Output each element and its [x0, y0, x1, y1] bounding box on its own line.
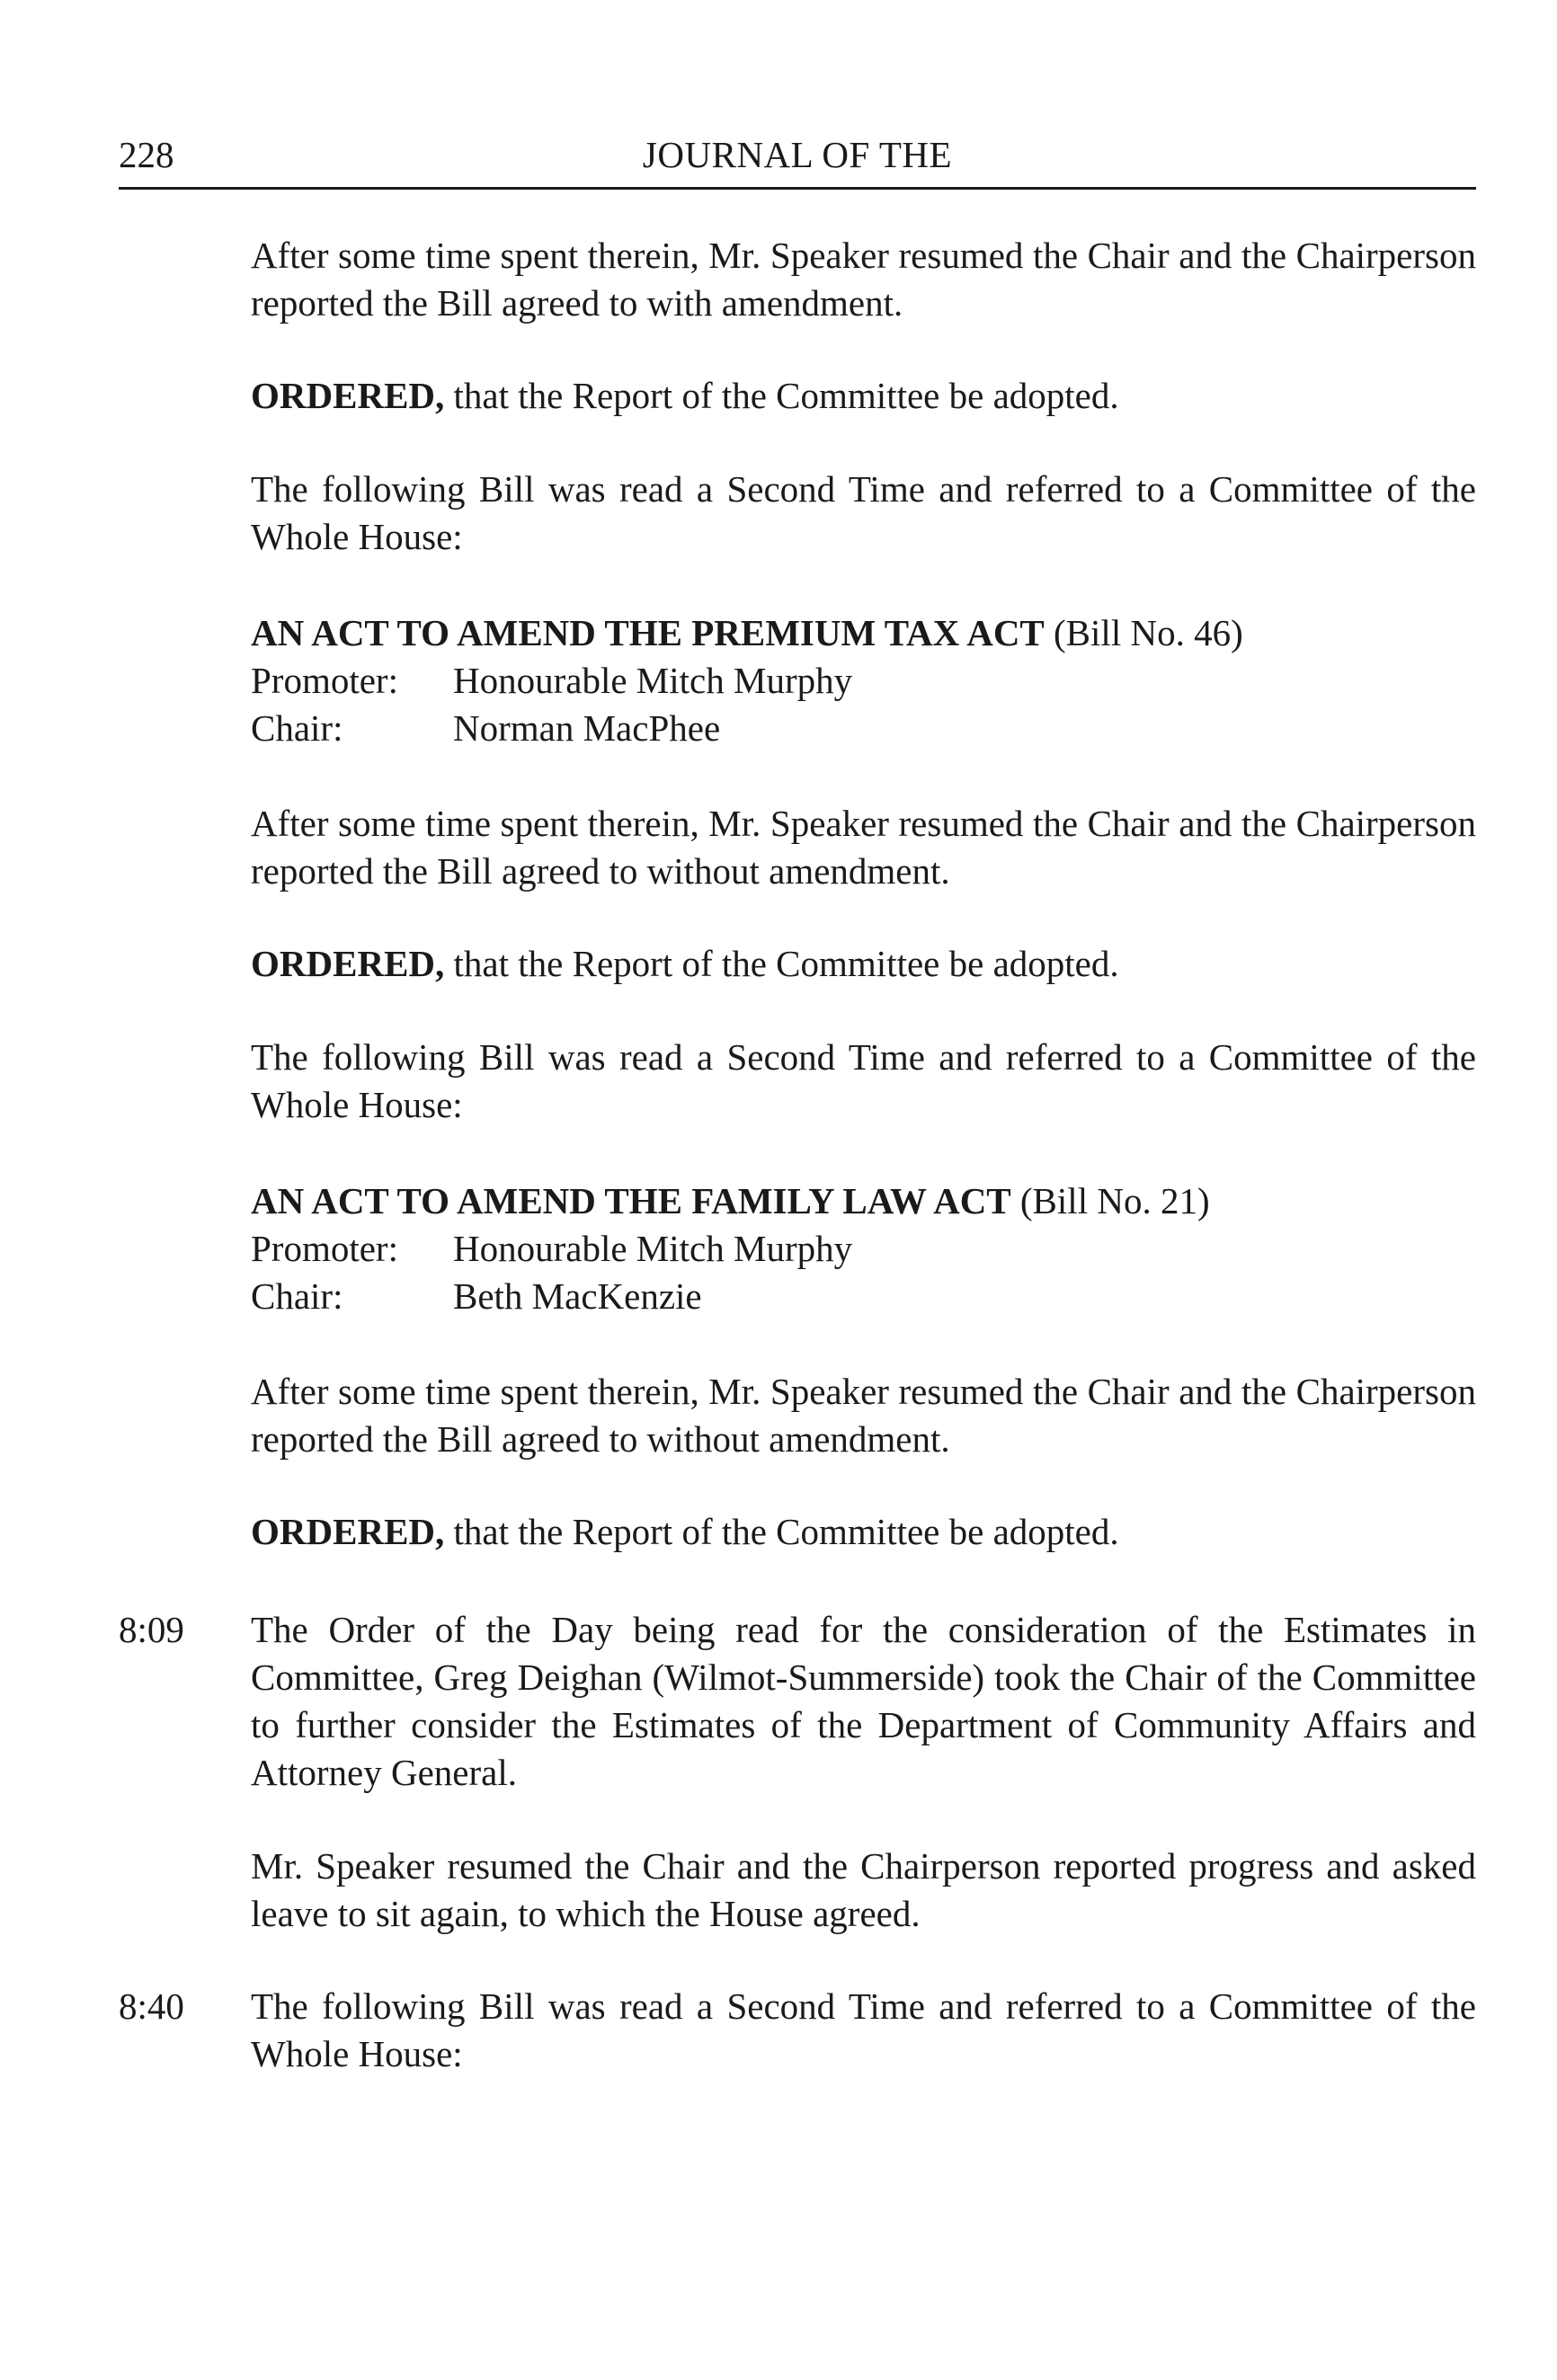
ordered-label: ORDERED,	[251, 1511, 445, 1552]
time-stamp: 8:40	[119, 1985, 184, 2027]
page-number: 228	[119, 134, 174, 175]
bill-number: (Bill No. 21)	[1010, 1180, 1210, 1221]
page-header	[119, 131, 1476, 190]
ordered-text: that the Report of the Committee be adopted.	[444, 375, 1119, 416]
bill-title-text: AN ACT TO AMEND THE PREMIUM TAX ACT	[251, 612, 1045, 653]
promoter-row	[251, 1225, 1476, 1273]
paragraph-text: After some time spent therein, Mr. Speaker resumed the Chair and the Chairperson reported the Bill agreed to with amendment.	[251, 235, 1476, 324]
ordered-label: ORDERED,	[251, 375, 445, 416]
chair-row	[251, 705, 1476, 752]
committee-report-paragraph	[251, 232, 1476, 327]
chair-name: Norman MacPhee	[453, 707, 721, 749]
ordered-text: that the Report of the Committee be adopted.	[444, 943, 1119, 984]
estimates-paragraph	[251, 1606, 1476, 1797]
chair-label: Chair:	[251, 707, 343, 749]
time-stamp: 8:09	[119, 1609, 184, 1650]
second-reading-paragraph	[251, 1034, 1476, 1129]
committee-report-paragraph	[251, 1368, 1476, 1463]
promoter-row	[251, 657, 1476, 705]
bill-block-premium-tax	[251, 609, 1476, 752]
ordered-text: that the Report of the Committee be adopted.	[444, 1511, 1119, 1552]
second-reading-paragraph	[251, 1983, 1476, 2078]
bill-block-family-law	[251, 1177, 1476, 1320]
ordered-label: ORDERED,	[251, 943, 445, 984]
bill-number: (Bill No. 46)	[1044, 612, 1243, 653]
paragraph-text: After some time spent therein, Mr. Speaker resumed the Chair and the Chairperson reported the Bill agreed to without amendment.	[251, 803, 1476, 892]
promoter-name: Honourable Mitch Murphy	[453, 660, 853, 701]
paragraph-text: The following Bill was read a Second Time and referred to a Committee of the Whole House:	[251, 468, 1476, 557]
ordered-paragraph	[251, 1508, 1476, 1556]
promoter-label: Promoter:	[251, 1228, 398, 1269]
progress-paragraph	[251, 1843, 1476, 1938]
chair-name: Beth MacKenzie	[453, 1275, 702, 1317]
running-head: JOURNAL OF THE	[642, 134, 953, 175]
committee-report-paragraph	[251, 800, 1476, 895]
bill-title-text: AN ACT TO AMEND THE FAMILY LAW ACT	[251, 1180, 1011, 1221]
promoter-name: Honourable Mitch Murphy	[453, 1228, 853, 1269]
bill-title	[251, 1177, 1476, 1225]
chair-row	[251, 1273, 1476, 1320]
ordered-paragraph	[251, 940, 1476, 988]
paragraph-text: The Order of the Day being read for the consideration of the Estimates in Committee, Greg Deighan (Wilmot-Summerside) took the Chair of the Committee to further consider the Estimates of the Department of Community Affairs and Attorney General.	[251, 1609, 1476, 1793]
paragraph-text: After some time spent therein, Mr. Speaker resumed the Chair and the Chairperson reported the Bill agreed to without amendment.	[251, 1371, 1476, 1460]
bill-title	[251, 609, 1476, 657]
paragraph-text: The following Bill was read a Second Time and referred to a Committee of the Whole House:	[251, 1036, 1476, 1125]
second-reading-paragraph	[251, 466, 1476, 561]
ordered-paragraph	[251, 372, 1476, 420]
promoter-label: Promoter:	[251, 660, 398, 701]
paragraph-text: The following Bill was read a Second Time and referred to a Committee of the Whole House:	[251, 1985, 1476, 2074]
chair-label: Chair:	[251, 1275, 343, 1317]
paragraph-text: Mr. Speaker resumed the Chair and the Chairperson reported progress and asked leave to sit again, to which the House agreed.	[251, 1845, 1476, 1934]
